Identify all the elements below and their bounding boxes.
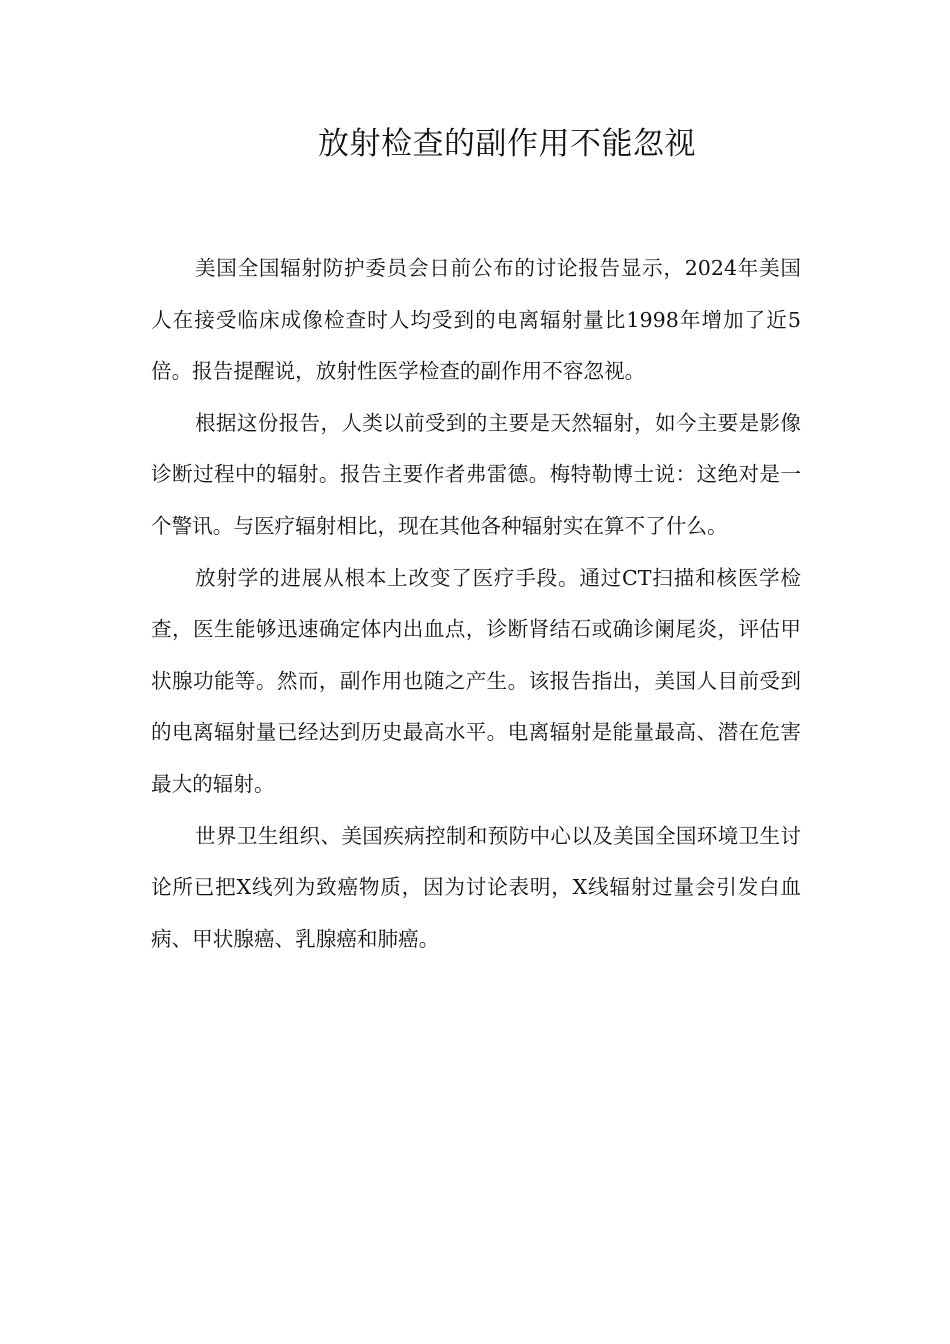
paragraph-3: 放射学的进展从根本上改变了医疗手段。通过CT扫描和核医学检查，医生能够迅速确定体内出血点，诊断肾结石或确诊阑尾炎，评估甲状腺功能等。然而，副作用也随之产生。该报告指出，美国人目前受到的电离辐射量已经达到历史最高水平。电离辐射是能量最高、潜在危害最大的辐射。 [151, 565, 801, 796]
document-body [151, 243, 801, 965]
paragraph-2: 根据这份报告，人类以前受到的主要是天然辐射，如今主要是影像诊断过程中的辐射。报告主要作者弗雷德。梅特勒博士说：这绝对是一个警讯。与医疗辐射相比，现在其他各种辐射实在算不了什么。 [151, 410, 801, 538]
paragraph-4: 世界卫生组织、美国疾病控制和预防中心以及美国全国环境卫生讨论所已把X线列为致癌物质，因为讨论表明，X线辐射过量会引发白血病、甲状腺癌、乳腺癌和肺癌。 [151, 823, 801, 951]
document-title: 放射检查的副作用不能忽视 [318, 126, 696, 162]
paragraph-1: 美国全国辐射防护委员会日前公布的讨论报告显示，2024年美国人在接受临床成像检查时人均受到的电离辐射量比1998年增加了近5倍。报告提醒说，放射性医学检查的副作用不容忽视。 [151, 256, 801, 384]
